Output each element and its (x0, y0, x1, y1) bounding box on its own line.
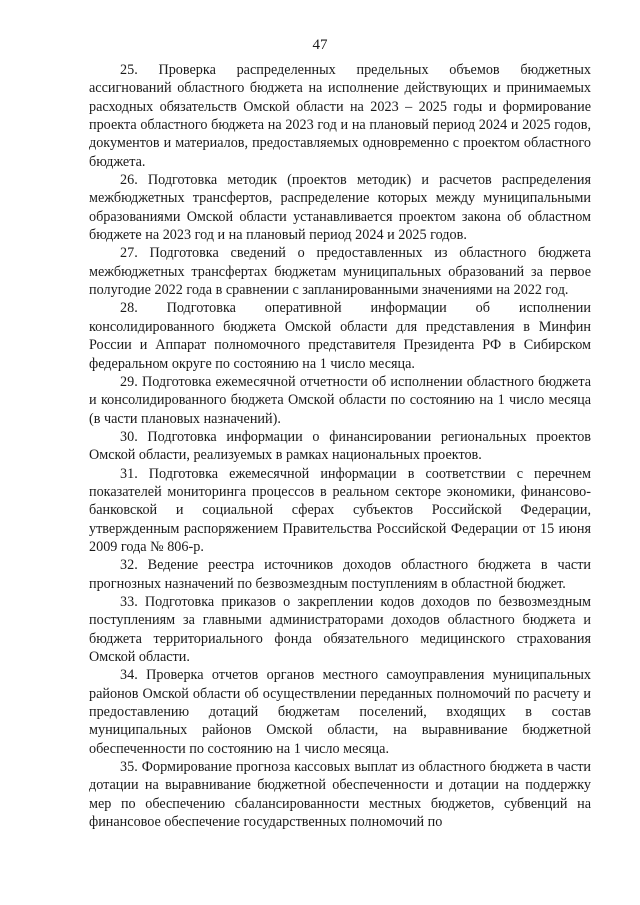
paragraph-27: 27. Подготовка сведений о предоставленных из областного бюджета межбюджетных трансфертах бюджетам муниципальных образований за первое полугодие 2022 года в сравнении с запланированными значениями на 2022 год. (89, 245, 591, 299)
page-number: 47 (312, 37, 328, 53)
paragraph-30: 30. Подготовка информации о финансировании региональных проектов Омской области, реализуемых в рамках национальных проектов. (89, 428, 591, 464)
paragraph-32: 32. Ведение реестра источников доходов областного бюджета в части прогнозных назначений по безвозмездным поступлениям в областной бюджет. (89, 557, 591, 592)
paragraph-26: 26. Подготовка методик (проектов методик) и расчетов распределения межбюджетных трансфертов, распределение которых между муниципальными образованиями Омской области устанавливается проектом закона об областном бюджете на 2023 год и на плановый период 2024 и 2025 годов. (89, 172, 591, 244)
paragraph-35: 35. Формирование прогноза кассовых выплат из областного бюджета в части дотации на выравнивание бюджетной обеспеченности и дотации на поддержку мер по обеспечению сбалансированности местных бюджетов, субвенций на финансовое обеспечение государственных полномочий по (89, 759, 591, 831)
paragraph-28: 28. Подготовка оперативной информации об исполнении консолидированного бюджета Омской области для представления в Минфин России и Аппарат полномочного представителя Президента РФ в Сибирском федеральном округе по состоянию на 1 число месяца. (89, 300, 591, 372)
paragraph-31: 31. Подготовка ежемесячной информации в соответствии с перечнем показателей мониторинга процессов в реальном секторе экономики, финансово-банковской и социальной сферах субъектов Российской Федерации, утвержденным распоряжением Правительства Российской Федерации от 15 июня 2009 года № 806-р. (89, 465, 591, 555)
paragraph-25: 25. Проверка распределенных предельных объемов бюджетных ассигнований областного бюджета на исполнение действующих и принимаемых расходных обязательств Омской области на 2023 – 2025 годы и формирование проекта областного бюджета на 2023 год и на плановый период 2024 и 2025 годов, документов и материалов, предоставляемых одновременно с проектом областного бюджета. (89, 62, 591, 170)
document-body (89, 61, 591, 831)
paragraph-29: 29. Подготовка ежемесячной отчетности об исполнении областного бюджета и консолидированного бюджета Омской области по состоянию на 1 число месяца (в части плановых назначений). (89, 373, 591, 427)
paragraph-33: 33. Подготовка приказов о закреплении кодов доходов по безвозмездным поступлениям за главными администраторами доходов областного бюджета и бюджета территориального фонда обязательного медицинского страхования Омской области. (89, 593, 591, 665)
paragraph-34: 34. Проверка отчетов органов местного самоуправления муниципальных районов Омской области об осуществлении переданных полномочий по расчету и предоставлению дотаций бюджетам поселений, входящих в состав муниципальных районов Омской области, на выравнивание бюджетной обеспеченности по состоянию на 1 число месяца. (89, 667, 591, 757)
